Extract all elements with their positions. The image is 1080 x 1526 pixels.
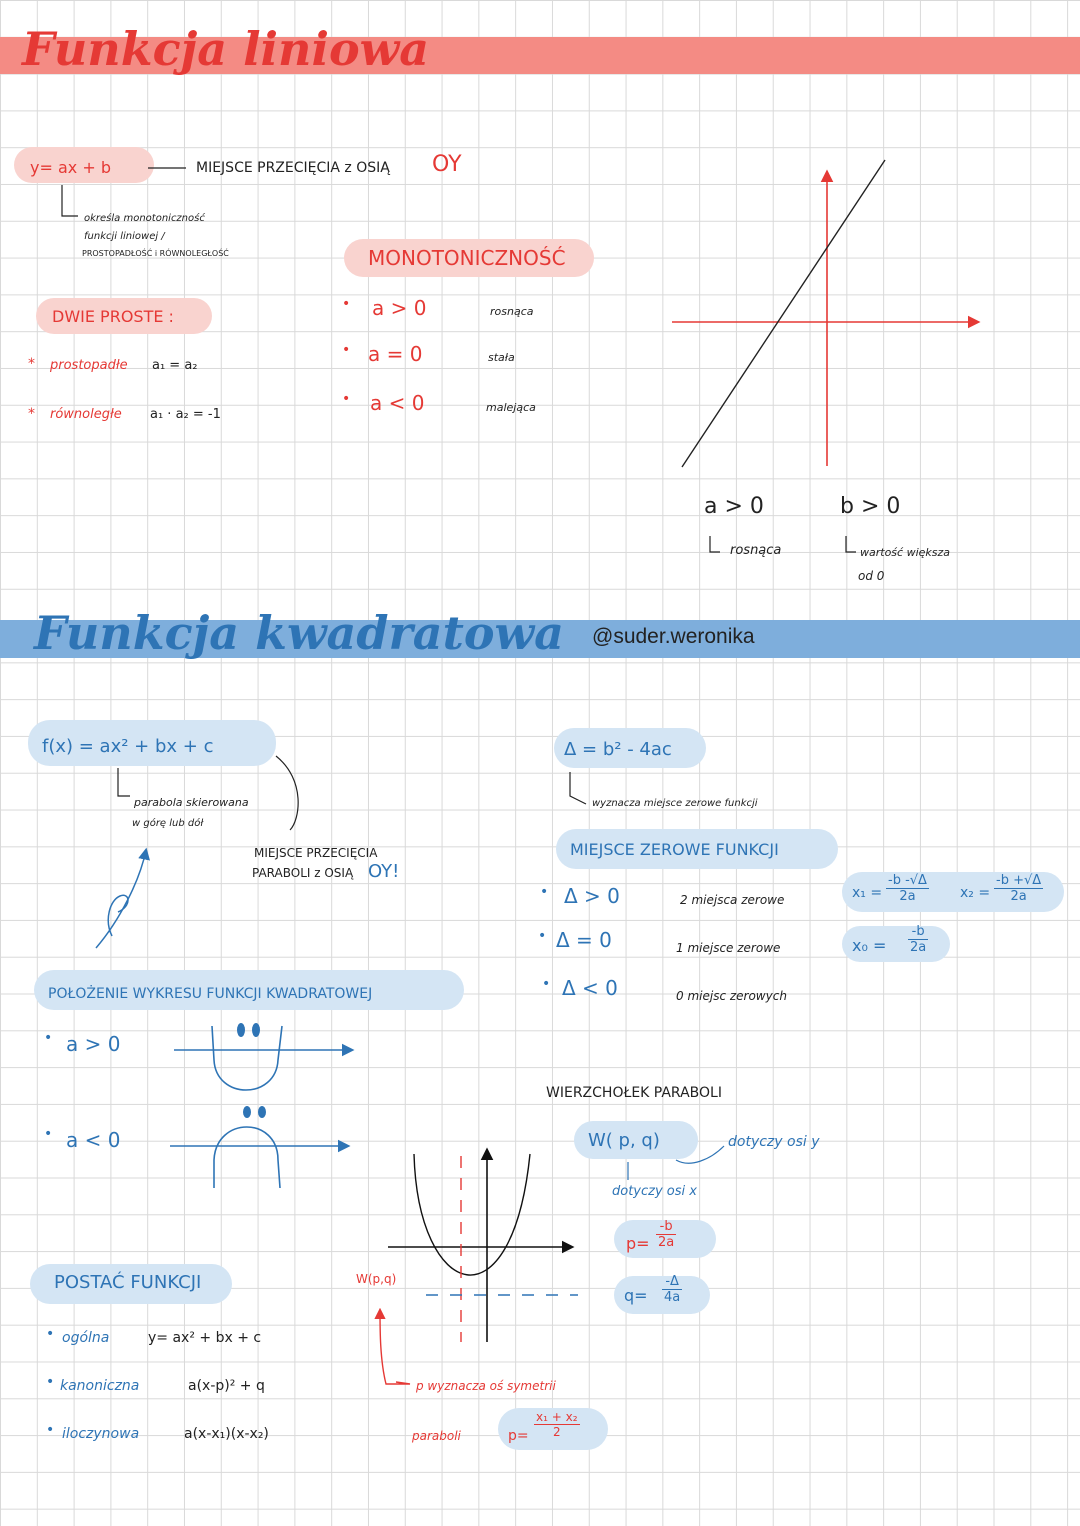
delta-note: wyznacza miejsce zerowe funkcji: [592, 798, 758, 809]
zeros-desc-1: 1 miejsce zerowe: [676, 941, 781, 955]
zeros-cond-2: Δ < 0: [562, 976, 618, 1000]
sym-p: p=: [508, 1428, 529, 1444]
perpendicular-label: prostopadłe: [50, 358, 128, 373]
a-note-2: w górę lub dół: [132, 818, 204, 829]
sym-fraction: [534, 1410, 580, 1439]
delta-formula: Δ = b² - 4ac: [564, 739, 672, 760]
sym-note-1: p wyznacza oś symetrii: [416, 1379, 556, 1393]
parallel-formula: a₁ · a₂ = -1: [150, 407, 221, 422]
bullet-dot: •: [44, 1030, 53, 1046]
quadratic-title: Funkcja kwadratowa: [34, 606, 564, 660]
graph-b-desc-2: od 0: [858, 569, 885, 583]
graph-b-desc-1: wartość większa: [860, 546, 951, 559]
q-denominator: 4a: [664, 1290, 681, 1305]
monotonic-cond-1: a = 0: [368, 342, 423, 366]
two-lines-title: DWIE PROSTE :: [52, 307, 174, 326]
author-handle: @suder.weronika: [592, 625, 755, 648]
c-note-1: MIEJSCE PRZECIĘCIA: [254, 846, 378, 860]
form-formula-2: a(x-x₁)(x-x₂): [184, 1426, 269, 1442]
zeros-cond-1: Δ = 0: [556, 928, 612, 952]
vertex-y-note: dotyczy osi y: [728, 1134, 820, 1150]
x1-numerator: -b -√Δ: [888, 873, 927, 888]
a-note-1: parabola skierowana: [134, 796, 249, 809]
zeros-desc-2: 0 miejsc zerowych: [676, 989, 787, 1003]
zeros-cond-0: Δ > 0: [564, 884, 620, 908]
sym-note-2: paraboli: [412, 1429, 461, 1443]
q-numerator: -Δ: [662, 1274, 682, 1290]
monotonic-title: MONOTONICZNOŚĆ: [368, 246, 566, 270]
p-denominator: 2a: [658, 1235, 675, 1250]
quadratic-formula: f(x) = ax² + bx + c: [42, 736, 214, 757]
slope-note-2: funkcji liniowej /: [84, 231, 165, 242]
monotonic-cond-0: a > 0: [372, 296, 427, 320]
sym-numerator: x₁ + x₂: [536, 1410, 578, 1424]
graph-b-cond: b > 0: [840, 494, 901, 519]
monotonic-cond-2: a < 0: [370, 391, 425, 415]
x0-denominator: 2a: [910, 940, 927, 955]
monotonic-desc-1: stała: [488, 351, 515, 364]
zeros-desc-0: 2 miejsca zerowe: [680, 893, 785, 907]
bullet-dot: •: [538, 928, 547, 944]
position-title: POŁOŻENIE WYKRESU FUNKCJI KWADRATOWEJ: [48, 986, 373, 1002]
q-fraction: [662, 1274, 682, 1305]
form-title: POSTAĆ FUNKCJI: [54, 1272, 202, 1293]
bullet-star: *: [28, 356, 35, 372]
form-formula-0: y= ax² + bx + c: [148, 1330, 262, 1346]
slope-note-3: PROSTOPADŁOŚĆ i RÓWNOLEGŁOŚĆ: [82, 249, 229, 258]
linear-formula: y= ax + b: [30, 158, 111, 177]
slope-note-1: określa monotoniczność: [84, 213, 205, 224]
bullet-dot: •: [46, 1422, 55, 1438]
monotonic-desc-2: malejąca: [486, 401, 536, 414]
intercept-note: MIEJSCE PRZECIĘCIA z OSIĄ: [196, 160, 390, 176]
sym-denominator: 2: [552, 1425, 561, 1439]
p-label: p=: [626, 1234, 650, 1253]
graph-a-desc: rosnąca: [730, 543, 782, 558]
vertex-label: W(p,q): [356, 1272, 397, 1286]
x1-label: x₁ =: [852, 885, 883, 901]
zeros-title: MIEJSCE ZEROWE FUNKCJI: [570, 840, 779, 859]
x0-label: x₀ =: [852, 936, 887, 955]
p-fraction: [656, 1219, 676, 1250]
linear-title: Funkcja liniowa: [22, 22, 430, 76]
form-name-0: ogólna: [62, 1330, 110, 1346]
bullet-dot: •: [342, 296, 351, 312]
x2-fraction: [994, 873, 1043, 904]
form-name-2: iloczynowa: [62, 1426, 140, 1442]
bullet-dot: •: [542, 976, 551, 992]
intercept-axis: OY: [432, 152, 462, 177]
pos-down-cond: a < 0: [66, 1128, 121, 1152]
x0-fraction: [908, 924, 928, 955]
bullet-dot: •: [342, 342, 351, 358]
perpendicular-formula: a₁ = a₂: [152, 358, 198, 373]
bullet-dot: •: [44, 1126, 53, 1142]
vertex-title: WIERZCHOŁEK PARABOLI: [546, 1085, 722, 1101]
x2-label: x₂ =: [960, 885, 991, 901]
c-note-2: PARABOLI z OSIĄ: [252, 866, 354, 880]
q-label: q=: [624, 1286, 648, 1305]
form-name-1: kanoniczna: [60, 1378, 140, 1394]
x1-denominator: 2a: [899, 889, 916, 904]
p-numerator: -b: [656, 1219, 676, 1235]
bullet-star: *: [28, 406, 35, 422]
bullet-dot: •: [46, 1326, 55, 1342]
graph-a-cond: a > 0: [704, 494, 764, 519]
vertex-x-note: dotyczy osi x: [612, 1184, 697, 1199]
x0-numerator: -b: [908, 924, 928, 940]
parallel-label: równoległe: [50, 407, 122, 422]
x1-fraction: [886, 873, 929, 904]
form-formula-1: a(x-p)² + q: [188, 1378, 265, 1394]
monotonic-desc-0: rosnąca: [490, 305, 534, 318]
bullet-dot: •: [342, 391, 351, 407]
bullet-dot: •: [540, 884, 549, 900]
x2-denominator: 2a: [1010, 889, 1027, 904]
bullet-dot: •: [46, 1374, 55, 1390]
x2-numerator: -b +√Δ: [996, 873, 1042, 888]
c-note-axis: OY!: [368, 861, 400, 882]
pos-up-cond: a > 0: [66, 1032, 121, 1056]
vertex-formula: W( p, q): [588, 1130, 660, 1151]
